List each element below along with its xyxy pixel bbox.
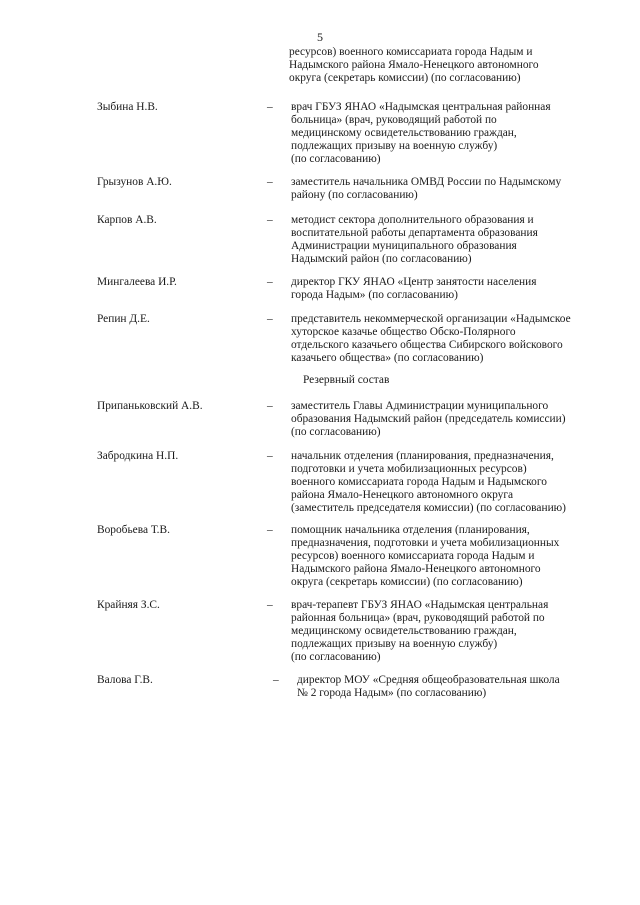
description-line: города Надым» (по согласованию) bbox=[291, 288, 458, 301]
description-line: предназначения, подготовки и учета мобилизационных bbox=[291, 536, 560, 549]
member-dash: – bbox=[267, 599, 273, 611]
description-line: ресурсов) военного комиссариата города Надым и bbox=[291, 549, 535, 562]
intro-line: ресурсов) военного комиссариата города Надым и bbox=[289, 46, 533, 58]
description-line: Надымский район (по согласованию) bbox=[291, 252, 472, 265]
intro-line: округа (секретарь комиссии) (по согласованию) bbox=[289, 71, 521, 84]
intro-text bbox=[289, 46, 539, 85]
description-line: хуторское казачье общество Обско-Полярного bbox=[291, 325, 516, 338]
member-dash: – bbox=[267, 450, 273, 462]
description-line: заместитель начальника ОМВД России по Надымскому bbox=[291, 176, 562, 188]
description-line: больница» (врач, руководящий работой по bbox=[291, 113, 497, 126]
description-line: округа (секретарь комиссии) (по согласованию) bbox=[291, 575, 523, 588]
description-line: заместитель Главы Администрации муниципального bbox=[291, 400, 549, 412]
description-line: Надымского района Ямало-Ненецкого автономного bbox=[291, 562, 541, 575]
description-line: начальник отделения (планирования, предназначения, bbox=[291, 450, 554, 462]
description-line: директор МОУ «Средняя общеобразовательная школа bbox=[297, 674, 560, 686]
description-line: подлежащих призыву на военную службу) bbox=[291, 139, 498, 152]
member-description bbox=[291, 214, 538, 266]
description-line: военного комиссариата города Надым и Надымского bbox=[291, 475, 547, 488]
description-line: подготовки и учета мобилизационных ресурсов) bbox=[291, 462, 527, 475]
description-line: представитель некоммерческой организации «Надымское bbox=[291, 313, 571, 325]
description-line: директор ГКУ ЯНАО «Центр занятости населения bbox=[291, 276, 537, 288]
member-name: Забродкина Н.П. bbox=[97, 450, 179, 462]
member-description bbox=[291, 313, 571, 365]
member-name: Припаньковский А.В. bbox=[97, 400, 203, 412]
member-description bbox=[291, 176, 561, 202]
description-line: (по согласованию) bbox=[291, 425, 381, 438]
page-number: 5 bbox=[317, 30, 323, 44]
description-line: № 2 города Надым» (по согласованию) bbox=[297, 686, 487, 699]
description-line: (по согласованию) bbox=[291, 152, 381, 165]
member-dash: – bbox=[267, 276, 273, 288]
member-name: Грызунов А.Ю. bbox=[97, 176, 172, 188]
member-name: Воробьева Т.В. bbox=[97, 524, 170, 536]
member-description bbox=[291, 524, 559, 589]
description-line: казачьего общества» (по согласованию) bbox=[291, 351, 484, 364]
description-line: району (по согласованию) bbox=[291, 188, 418, 201]
description-line: медицинскому освидетельствованию граждан, bbox=[291, 624, 517, 637]
member-name: Репин Д.Е. bbox=[97, 313, 150, 325]
member-name: Крайняя З.С. bbox=[97, 599, 160, 611]
description-line: отдельского казачьего общества Сибирского войскового bbox=[291, 338, 563, 351]
member-dash: – bbox=[267, 176, 273, 188]
member-dash: – bbox=[267, 313, 273, 325]
member-description bbox=[291, 450, 566, 515]
description-line: Администрации муниципального образования bbox=[291, 239, 517, 252]
description-line: района Ямало-Ненецкого автономного округа bbox=[291, 488, 514, 501]
member-name: Валова Г.В. bbox=[97, 674, 153, 686]
description-line: районная больница» (врач, руководящий работой по bbox=[291, 611, 545, 624]
description-line: подлежащих призыву на военную службу) bbox=[291, 637, 498, 650]
description-line: (по согласованию) bbox=[291, 650, 381, 663]
section-heading-reserve: Резервный состав bbox=[303, 374, 390, 386]
description-line: помощник начальника отделения (планирования, bbox=[291, 524, 530, 536]
description-line: методист сектора дополнительного образования и bbox=[291, 214, 534, 226]
member-description bbox=[297, 674, 560, 700]
member-dash: – bbox=[267, 524, 273, 536]
intro-line: Надымского района Ямало-Ненецкого автономного bbox=[289, 58, 539, 71]
description-line: врач-терапевт ГБУЗ ЯНАО «Надымская центральная bbox=[291, 599, 549, 611]
member-dash: – bbox=[267, 400, 273, 412]
description-line: медицинскому освидетельствованию граждан, bbox=[291, 126, 517, 139]
description-line: воспитательной работы департамента образования bbox=[291, 226, 538, 239]
member-dash: – bbox=[273, 674, 279, 686]
description-line: образования Надымский район (председатель комиссии) bbox=[291, 412, 566, 425]
member-name: Мингалеева И.Р. bbox=[97, 276, 177, 288]
member-description bbox=[291, 101, 551, 166]
member-description bbox=[291, 599, 548, 664]
member-name: Карпов А.В. bbox=[97, 214, 157, 226]
member-name: Зыбина Н.В. bbox=[97, 101, 158, 113]
member-description bbox=[291, 276, 537, 302]
member-description bbox=[291, 400, 566, 439]
description-line: врач ГБУЗ ЯНАО «Надымская центральная районная bbox=[291, 101, 551, 113]
description-line: (заместитель председателя комиссии) (по согласованию) bbox=[291, 501, 566, 514]
member-dash: – bbox=[267, 101, 273, 113]
member-dash: – bbox=[267, 214, 273, 226]
